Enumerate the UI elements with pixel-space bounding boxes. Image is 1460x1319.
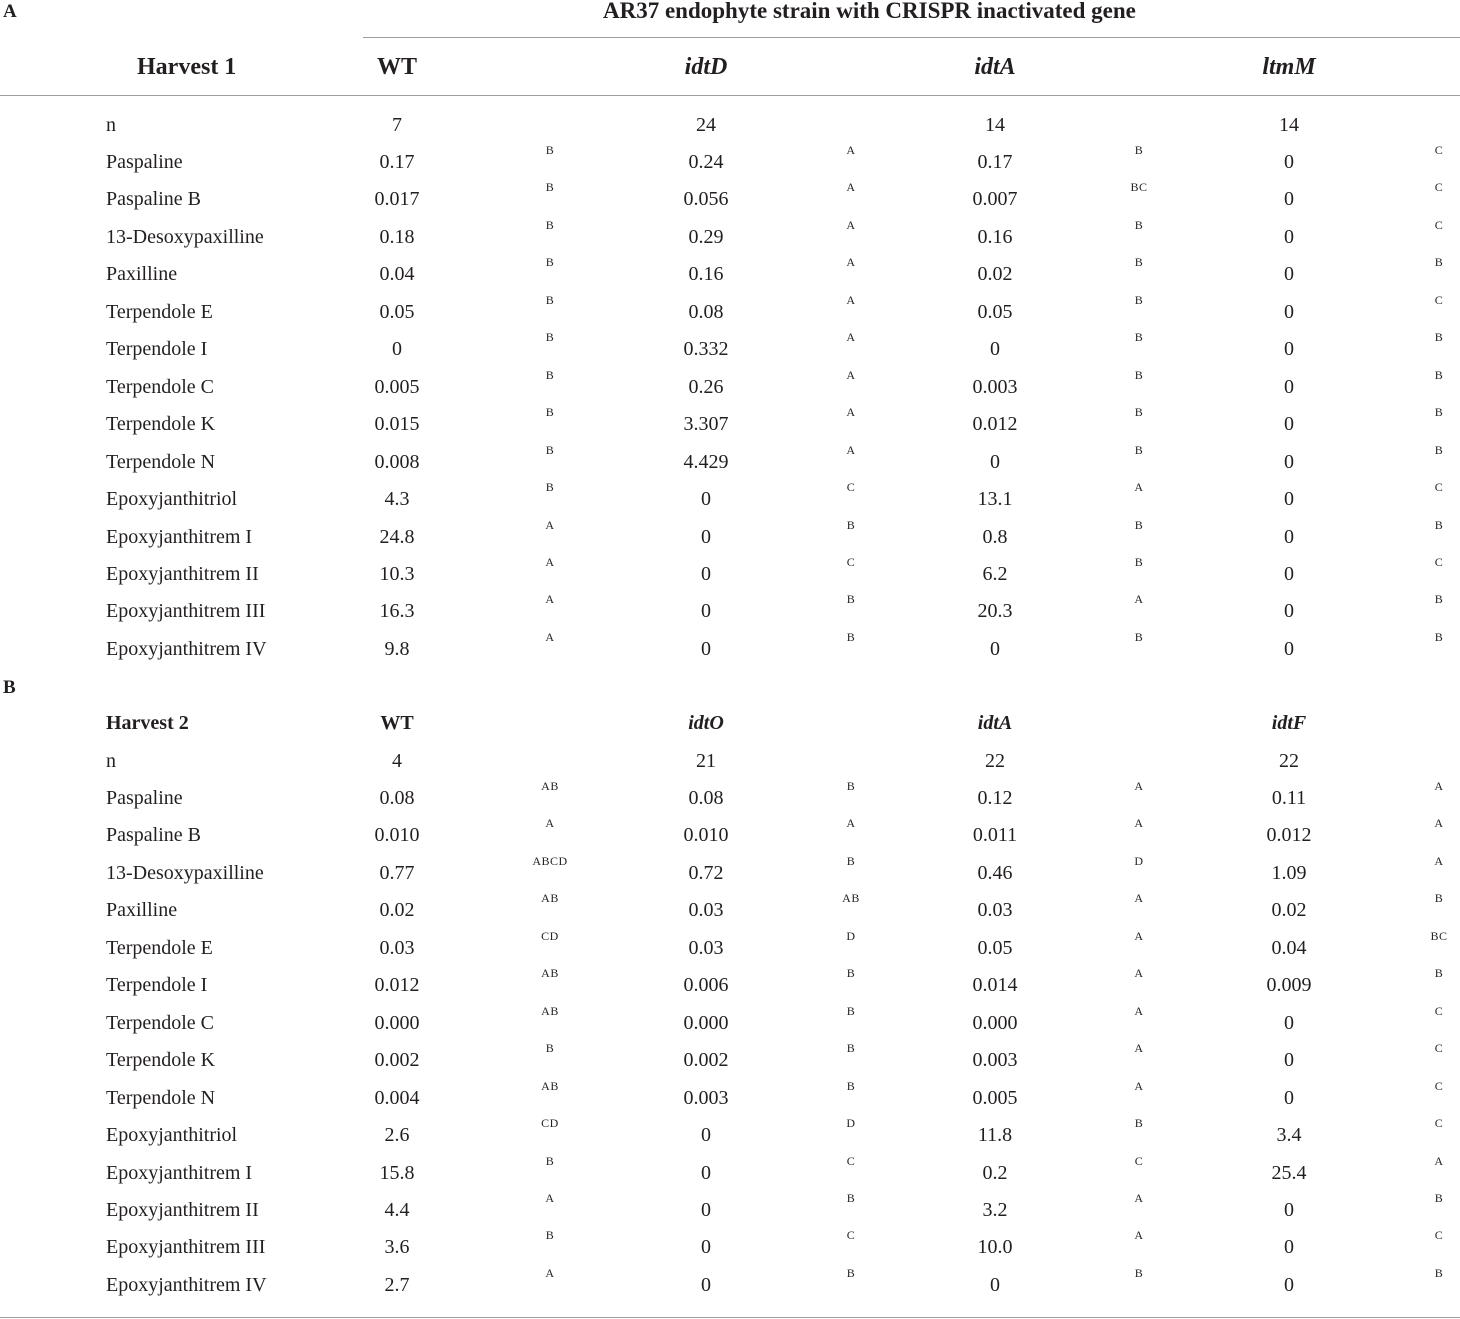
row-label: Epoxyjanthitrem IV [106,638,267,660]
cell-value: 0 [1284,526,1294,548]
cell-value: 0.006 [683,974,729,996]
row-label: Terpendole K [106,1049,216,1071]
significance-letter: B [1434,966,1444,980]
row-label: Paspaline B [106,824,201,846]
cell-value: 0.012 [1266,824,1312,846]
cell-value: 0.12 [977,787,1013,809]
significance-letter: B [846,630,856,644]
cell-value: 0.002 [374,1049,420,1071]
significance-letter: CD [541,929,559,943]
significance-letter: B [545,255,555,269]
row-label: Terpendole E [106,937,213,959]
cell-value: 10.3 [379,563,415,585]
significance-letter: B [545,1041,555,1055]
cell-value: 0 [392,338,402,360]
spanning-header-rule [363,37,1460,38]
column-header: ltmM [1262,54,1316,80]
cell-value: 0.16 [688,263,724,285]
significance-letter: AB [541,1079,559,1093]
significance-letter: B [545,1228,555,1242]
cell-value: 0.005 [374,376,420,398]
significance-letter: AB [541,1004,559,1018]
significance-letter: C [1434,480,1444,494]
row-label: Paxilline [106,263,178,285]
cell-value: 0 [990,451,1000,473]
cell-value: 0.08 [688,787,724,809]
cell-value: 0 [1284,263,1294,285]
significance-letter: A [846,218,856,232]
significance-letter: B [545,293,555,307]
row-label: Terpendole N [106,1087,216,1109]
cell-value: 0.18 [379,226,415,248]
row-label: Epoxyjanthitriol [106,1124,238,1146]
cell-value: 11.8 [977,1124,1013,1146]
spanning-header: AR37 endophyte strain with CRISPR inactivated gene [603,0,1136,23]
cell-value: 0.72 [688,862,724,884]
panel-label-b: B [3,677,16,698]
row-label: Epoxyjanthitrem IV [106,1274,267,1296]
cell-value: 0.003 [972,1049,1018,1071]
cell-value: 0.012 [374,974,420,996]
significance-letter: A [846,816,856,830]
significance-letter: B [1134,143,1144,157]
cell-value: 0 [701,638,711,660]
row-label: Terpendole C [106,376,215,398]
cell-value: 0.004 [374,1087,420,1109]
significance-letter: B [1134,405,1144,419]
significance-letter: A [545,592,555,606]
significance-letter: B [846,966,856,980]
significance-letter: AB [842,891,860,905]
significance-letter: A [545,816,555,830]
row-label: Terpendole C [106,1012,215,1034]
cell-value: 0.03 [977,899,1013,921]
significance-letter: D [1134,854,1144,868]
row-label: Terpendole E [106,301,213,323]
significance-letter: AB [541,966,559,980]
cell-value: 9.8 [384,638,410,660]
significance-letter: A [846,443,856,457]
significance-letter: B [846,779,856,793]
cell-value: 0 [701,600,711,622]
cell-value: 0 [701,1199,711,1221]
cell-value: 0 [1284,151,1294,173]
cell-value: 0.011 [972,824,1018,846]
row-label: 13-Desoxypaxilline [106,862,264,884]
row-label: Paspaline B [106,188,201,210]
cell-value: 0 [1284,226,1294,248]
row-label: Epoxyjanthitrem III [106,600,266,622]
cell-value: 0 [1284,1012,1294,1034]
n-label-b: n [106,750,116,772]
cell-value: 0.02 [977,263,1013,285]
significance-letter: B [846,854,856,868]
cell-value: 0.24 [688,151,724,173]
significance-letter: B [545,1154,555,1168]
row-label: Epoxyjanthitrem I [106,1162,253,1184]
column-header: idtA [974,54,1016,80]
significance-letter: A [1434,816,1444,830]
cell-value: 4.429 [683,451,729,473]
cell-value: 0.03 [688,937,724,959]
column-header: idtA [977,712,1013,734]
significance-letter: C [846,555,856,569]
cell-value: 0.46 [977,862,1013,884]
cell-value: 0 [1284,1274,1294,1296]
cell-value: 0 [1284,638,1294,660]
significance-letter: A [1134,779,1144,793]
cell-value: 25.4 [1271,1162,1307,1184]
significance-letter: CD [541,1116,559,1130]
panel-label-a: A [3,1,17,22]
cell-value: 0 [1284,488,1294,510]
cell-value: 0.77 [379,862,415,884]
cell-value: 0.014 [972,974,1018,996]
significance-letter: A [846,330,856,344]
row-label: Epoxyjanthitrem III [106,1236,266,1258]
cell-value: 0.000 [374,1012,420,1034]
n-label-a: n [106,114,116,136]
row-label: Terpendole I [106,338,208,360]
cell-value: 0.012 [972,413,1018,435]
significance-letter: A [545,555,555,569]
significance-letter: B [1134,218,1144,232]
cell-value: 0.332 [683,338,729,360]
significance-letter: BC [1130,180,1148,194]
significance-letter: BC [1430,929,1448,943]
significance-letter: C [1434,1116,1444,1130]
cell-value: 0.02 [379,899,415,921]
significance-letter: A [846,143,856,157]
significance-letter: A [1134,592,1144,606]
significance-letter: B [545,405,555,419]
significance-letter: B [545,180,555,194]
significance-letter: B [1134,255,1144,269]
significance-letter: B [545,480,555,494]
significance-letter: D [846,929,856,943]
significance-letter: B [1434,592,1444,606]
cell-value: 20.3 [977,600,1013,622]
significance-letter: C [1434,1004,1444,1018]
cell-value: 4.4 [384,1199,410,1221]
significance-letter: B [1134,293,1144,307]
cell-value: 0 [701,526,711,548]
cell-value: 3.6 [384,1236,410,1258]
significance-letter: A [545,1266,555,1280]
significance-letter: B [1134,330,1144,344]
cell-value: 0.002 [683,1049,729,1071]
cell-value: 0.03 [688,899,724,921]
n-value: 22 [1279,750,1299,772]
cell-value: 0 [1284,1049,1294,1071]
significance-letter: A [1134,929,1144,943]
significance-letter: B [846,592,856,606]
cell-value: 0 [701,488,711,510]
significance-letter: C [1434,143,1444,157]
significance-letter: C [1434,555,1444,569]
significance-letter: B [1134,1116,1144,1130]
significance-letter: B [545,368,555,382]
cell-value: 0.010 [374,824,420,846]
significance-letter: A [1134,480,1144,494]
cell-value: 0 [990,338,1000,360]
significance-letter: B [1134,555,1144,569]
significance-letter: A [846,293,856,307]
cell-value: 0.17 [977,151,1013,173]
significance-letter: A [1434,1154,1444,1168]
significance-letter: B [846,518,856,532]
significance-letter: C [1434,180,1444,194]
significance-letter: A [1434,779,1444,793]
cell-value: 3.307 [683,413,729,435]
n-value: 14 [985,114,1005,136]
cell-value: 0.010 [683,824,729,846]
significance-letter: A [1134,1191,1144,1205]
row-label: Epoxyjanthitrem II [106,1199,259,1221]
cell-value: 0.04 [379,263,415,285]
cell-value: 0 [1284,451,1294,473]
cell-value: 0.005 [972,1087,1018,1109]
cell-value: 15.8 [379,1162,415,1184]
significance-letter: B [1434,891,1444,905]
cell-value: 0.8 [982,526,1008,548]
cell-value: 10.0 [977,1236,1013,1258]
cell-value: 0.03 [379,937,415,959]
significance-letter: B [545,330,555,344]
significance-letter: C [846,1228,856,1242]
significance-letter: A [846,180,856,194]
significance-letter: B [1434,630,1444,644]
cell-value: 2.7 [384,1274,410,1296]
significance-letter: A [1134,891,1144,905]
cell-value: 0 [701,1124,711,1146]
significance-letter: B [1134,368,1144,382]
cell-value: 0.003 [972,376,1018,398]
cell-value: 0.003 [683,1087,729,1109]
cell-value: 0.017 [374,188,420,210]
column-header: idtO [688,712,724,734]
harvest-1-label: Harvest 1 [137,54,237,80]
cell-value: 0.05 [977,301,1013,323]
n-value: 14 [1279,114,1299,136]
cell-value: 0.000 [683,1012,729,1034]
significance-letter: A [846,405,856,419]
significance-letter: C [846,480,856,494]
significance-letter: B [1434,1266,1444,1280]
cell-value: 0 [1284,376,1294,398]
significance-letter: C [846,1154,856,1168]
row-label: Terpendole I [106,974,208,996]
cell-value: 0.007 [972,188,1018,210]
significance-letter: B [545,218,555,232]
cell-value: 0 [1284,1199,1294,1221]
cell-value: 0 [1284,188,1294,210]
significance-letter: B [1434,330,1444,344]
significance-letter: C [1134,1154,1144,1168]
significance-letter: A [1134,966,1144,980]
cell-value: 0.29 [688,226,724,248]
cell-value: 0.2 [982,1162,1008,1184]
cell-value: 0.009 [1266,974,1312,996]
cell-value: 0 [701,1162,711,1184]
n-value: 7 [392,114,402,136]
cell-value: 0.015 [374,413,420,435]
significance-letter: A [1134,1228,1144,1242]
row-label: Paxilline [106,899,178,921]
significance-letter: B [1434,255,1444,269]
cell-value: 0 [990,638,1000,660]
cell-value: 0 [1284,1236,1294,1258]
row-label: Paspaline [106,787,183,809]
cell-value: 2.6 [384,1124,410,1146]
significance-letter: B [846,1079,856,1093]
cell-value: 16.3 [379,600,415,622]
significance-letter: A [1434,854,1444,868]
significance-letter: B [846,1266,856,1280]
cell-value: 0.08 [379,787,415,809]
significance-letter: B [1434,368,1444,382]
significance-letter: B [846,1041,856,1055]
cell-value: 3.4 [1276,1124,1302,1146]
cell-value: 0.26 [688,376,724,398]
cell-value: 0.05 [977,937,1013,959]
row-label: 13-Desoxypaxilline [106,226,264,248]
significance-letter: A [545,1191,555,1205]
cell-value: 0 [1284,301,1294,323]
cell-value: 0.17 [379,151,415,173]
cell-value: 0.04 [1271,937,1307,959]
cell-value: 3.2 [982,1199,1008,1221]
significance-letter: C [1434,218,1444,232]
significance-letter: A [1134,1004,1144,1018]
cell-value: 0.008 [374,451,420,473]
cell-value: 24.8 [379,526,415,548]
cell-value: 0.11 [1271,787,1307,809]
n-value: 4 [392,750,402,772]
significance-letter: ABCD [532,854,568,868]
cell-value: 0.02 [1271,899,1307,921]
column-header: WT [380,712,414,734]
cell-value: 4.3 [384,488,410,510]
significance-letter: D [846,1116,856,1130]
n-value: 24 [696,114,716,136]
cell-value: 0 [1284,563,1294,585]
header-rule [0,95,1460,96]
significance-letter: B [1134,518,1144,532]
significance-letter: B [1434,518,1444,532]
significance-letter: B [1434,405,1444,419]
column-header: WT [376,54,418,80]
cell-value: 1.09 [1271,862,1307,884]
harvest-2-label: Harvest 2 [106,712,189,734]
significance-letter: A [545,518,555,532]
significance-letter: A [1134,816,1144,830]
significance-letter: B [545,443,555,457]
column-header: idtF [1271,712,1307,734]
cell-value: 0 [701,1274,711,1296]
n-value: 21 [696,750,716,772]
significance-letter: B [1134,630,1144,644]
column-header: idtD [684,54,728,80]
row-label: Terpendole N [106,451,216,473]
cell-value: 0 [701,563,711,585]
significance-letter: A [1134,1041,1144,1055]
bottom-rule [0,1317,1460,1318]
cell-value: 0.16 [977,226,1013,248]
cell-value: 0 [990,1274,1000,1296]
significance-letter: A [545,630,555,644]
cell-value: 6.2 [982,563,1008,585]
row-label: Epoxyjanthitrem I [106,526,253,548]
significance-letter: C [1434,1079,1444,1093]
cell-value: 0 [1284,338,1294,360]
significance-letter: B [545,143,555,157]
significance-letter: B [846,1191,856,1205]
cell-value: 0 [1284,1087,1294,1109]
significance-letter: AB [541,779,559,793]
row-label: Terpendole K [106,413,216,435]
cell-value: 0 [701,1236,711,1258]
cell-value: 0.000 [972,1012,1018,1034]
significance-letter: B [1134,1266,1144,1280]
row-label: Epoxyjanthitriol [106,488,238,510]
significance-letter: B [1434,1191,1444,1205]
significance-letter: A [846,368,856,382]
significance-letter: B [1434,443,1444,457]
significance-letter: B [1134,443,1144,457]
significance-letter: A [1134,1079,1144,1093]
row-label: Paspaline [106,151,183,173]
significance-letter: C [1434,1041,1444,1055]
significance-letter: AB [541,891,559,905]
cell-value: 0 [1284,413,1294,435]
cell-value: 0.08 [688,301,724,323]
significance-letter: C [1434,1228,1444,1242]
cell-value: 13.1 [977,488,1013,510]
significance-letter: A [846,255,856,269]
n-value: 22 [985,750,1005,772]
significance-letter: C [1434,293,1444,307]
significance-letter: B [846,1004,856,1018]
cell-value: 0.056 [683,188,729,210]
cell-value: 0.05 [379,301,415,323]
row-label: Epoxyjanthitrem II [106,563,259,585]
cell-value: 0 [1284,600,1294,622]
